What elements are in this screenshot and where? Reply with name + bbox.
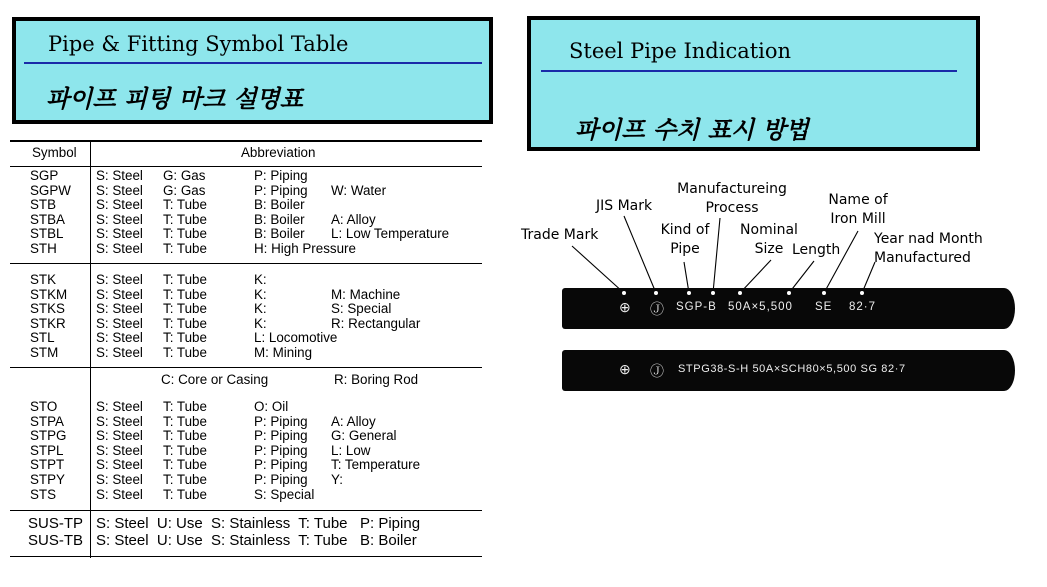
row-symbol: STPA: [30, 413, 64, 429]
row-detail: M: Machine: [331, 286, 401, 302]
row-type: T: Tube: [163, 399, 207, 414]
row-type: T: Tube: [163, 345, 207, 360]
trade-mark-icon: ⊕: [619, 361, 632, 377]
row-symbol: STPT: [30, 457, 65, 473]
row-type: T: Tube: [163, 413, 207, 429]
marker-dot: [787, 291, 791, 295]
jis-mark-icon: Ⓙ: [650, 301, 665, 317]
row-use: L: Locomotive: [254, 330, 338, 346]
row-symbol: SGPW: [30, 182, 71, 198]
row-use: P: Piping: [254, 457, 308, 473]
pipe1-size: 50A×5,500: [728, 301, 793, 313]
marker-dot: [687, 291, 691, 295]
row-detail: S: Special: [331, 301, 392, 317]
row-symbol: STB: [30, 197, 57, 213]
group-3-note-left: C: Core or Casing: [161, 372, 269, 387]
row-use: P: Piping: [254, 182, 308, 198]
row-type: T: Tube: [163, 211, 207, 227]
row-detail: A: Alloy: [331, 211, 376, 227]
label-process: [674, 180, 790, 218]
row-use: P: Piping: [254, 428, 308, 444]
row-use: K:: [254, 301, 267, 317]
row-symbol: STKS: [30, 301, 65, 317]
marker-dot: [822, 291, 826, 295]
row-steel: S: Steel: [96, 315, 143, 331]
row-symbol: STH: [30, 241, 57, 256]
row-detail: T: Temperature: [331, 457, 421, 473]
row-use: P: Piping: [254, 168, 308, 183]
row-type: T: Tube: [163, 301, 207, 317]
row-symbol: STPL: [30, 442, 64, 458]
row-symbol: SUS-TB: [28, 532, 84, 549]
label-nominal-line1: Nominal: [740, 222, 798, 238]
row-steel: S: Steel: [96, 457, 143, 473]
steel-pipe-1-end: [993, 288, 1015, 329]
label-kind-of-pipe: [655, 221, 715, 259]
row-detail: W: Water: [331, 182, 387, 198]
row-type: T: Tube: [163, 472, 207, 487]
symbol-table-title: Pipe & Fitting Symbol Table: [48, 32, 349, 56]
row-type: T: Tube: [163, 457, 207, 473]
row-use: K:: [254, 286, 267, 302]
label-iron-mill-line1: Name of: [828, 192, 888, 208]
row-use: S: Special: [254, 486, 315, 502]
row-symbol: STL: [30, 330, 55, 346]
label-process-line2: Process: [705, 200, 759, 216]
marker-dot: [622, 291, 626, 295]
steel-pipe-2-end: [993, 350, 1015, 391]
label-process-line1: Manufactureing: [677, 181, 787, 197]
row-symbol: SGP: [30, 168, 59, 183]
row-type: T: Tube: [163, 486, 207, 502]
trade-mark-icon: ⊕: [619, 299, 632, 315]
row-type: G: Gas: [163, 168, 206, 183]
jis-mark-icon: Ⓙ: [650, 363, 665, 379]
row-use: B: Boiler: [254, 197, 305, 213]
row-type: T: Tube: [163, 197, 207, 213]
leader-trade-mark: [572, 246, 624, 293]
label-year-line1: Year nad Month: [874, 231, 983, 247]
row-abbreviation: S: Steel U: Use S: Stainless T: Tube P: Piping: [96, 515, 421, 532]
pipe2-marking: STPG38-S-H 50A×SCH80×5,500 SG 82·7: [678, 363, 906, 375]
label-iron-mill-line2: Iron Mill: [830, 211, 886, 227]
label-iron-mill: [823, 191, 893, 229]
row-symbol: STKR: [30, 315, 66, 331]
row-symbol: STBA: [30, 211, 65, 227]
label-kind-of-pipe-line2: Pipe: [670, 241, 700, 257]
row-detail: G: General: [331, 428, 397, 444]
row-detail: L: Low Temperature: [331, 226, 450, 242]
leader-jis-mark: [624, 216, 656, 293]
row-detail: L: Low: [331, 442, 371, 458]
row-steel: S: Steel: [96, 272, 143, 287]
row-use: P: Piping: [254, 442, 308, 458]
row-symbol: STPY: [30, 472, 65, 487]
row-detail: Y:: [331, 472, 343, 487]
row-steel: S: Steel: [96, 301, 143, 317]
row-symbol: STK: [30, 272, 57, 287]
label-jis-mark: JIS Mark: [596, 198, 653, 214]
row-steel: S: Steel: [96, 442, 143, 458]
row-steel: S: Steel: [96, 211, 143, 227]
group-3-note-right: R: Boring Rod: [334, 372, 419, 387]
row-use: K:: [254, 272, 267, 287]
row-type: T: Tube: [163, 226, 207, 242]
row-type: T: Tube: [163, 272, 207, 287]
row-symbol: STM: [30, 345, 59, 360]
row-type: T: Tube: [163, 330, 207, 346]
pipe-indication-title: Steel Pipe Indication: [569, 39, 792, 63]
row-steel: S: Steel: [96, 286, 143, 302]
pipe1-date: 82·7: [849, 301, 877, 313]
pipe1-kind: SGP-B: [676, 301, 717, 313]
symbol-table-title-korean: 파이프 피팅 마크 설명표: [46, 85, 303, 113]
row-type: G: Gas: [163, 182, 206, 198]
row-use: B: Boiler: [254, 211, 305, 227]
row-use: M: Mining: [254, 345, 313, 360]
row-steel: S: Steel: [96, 428, 143, 444]
row-use: O: Oil: [254, 399, 289, 414]
row-steel: S: Steel: [96, 226, 143, 242]
marker-dot: [654, 291, 658, 295]
marker-dot: [738, 291, 742, 295]
header-symbol: Symbol: [32, 145, 77, 160]
row-steel: S: Steel: [96, 168, 143, 183]
row-detail: A: Alloy: [331, 413, 376, 429]
row-type: T: Tube: [163, 241, 207, 256]
row-use: B: Boiler: [254, 226, 305, 242]
row-symbol: STBL: [30, 226, 64, 242]
row-use: P: Piping: [254, 413, 308, 429]
label-trade-mark: Trade Mark: [521, 227, 599, 243]
row-steel: S: Steel: [96, 399, 143, 414]
label-year-line2: Manufactured: [874, 250, 971, 266]
row-use: K:: [254, 315, 267, 331]
row-abbreviation: S: Steel U: Use S: Stainless T: Tube B: Boiler: [96, 532, 417, 549]
row-steel: S: Steel: [96, 241, 143, 256]
row-type: T: Tube: [163, 286, 207, 302]
label-year-month: [874, 230, 983, 268]
marker-dot: [860, 291, 864, 295]
label-nominal-line2: Size: [754, 241, 784, 257]
row-type: T: Tube: [163, 315, 207, 331]
row-use: H: High Pressure: [254, 241, 356, 256]
row-steel: S: Steel: [96, 182, 143, 198]
header-abbreviation: Abbreviation: [241, 145, 316, 160]
row-steel: S: Steel: [96, 472, 143, 487]
label-kind-of-pipe-line1: Kind of: [660, 222, 710, 238]
row-symbol: STPG: [30, 428, 67, 444]
row-steel: S: Steel: [96, 197, 143, 213]
row-detail: R: Rectangular: [331, 315, 421, 331]
pipe-indication-title-korean: 파이프 수치 표시 방법: [575, 116, 809, 144]
row-symbol: STO: [30, 399, 58, 414]
marker-dot: [711, 291, 715, 295]
label-length: Length: [792, 242, 841, 258]
row-symbol: STKM: [30, 286, 68, 302]
row-steel: S: Steel: [96, 330, 143, 346]
row-use: P: Piping: [254, 472, 308, 487]
row-steel: S: Steel: [96, 486, 143, 502]
pipe1-mill: SE: [815, 301, 833, 313]
row-steel: S: Steel: [96, 345, 143, 360]
row-type: T: Tube: [163, 428, 207, 444]
row-type: T: Tube: [163, 442, 207, 458]
row-symbol: SUS-TP: [28, 515, 84, 532]
row-steel: S: Steel: [96, 413, 143, 429]
row-symbol: STS: [30, 486, 57, 502]
